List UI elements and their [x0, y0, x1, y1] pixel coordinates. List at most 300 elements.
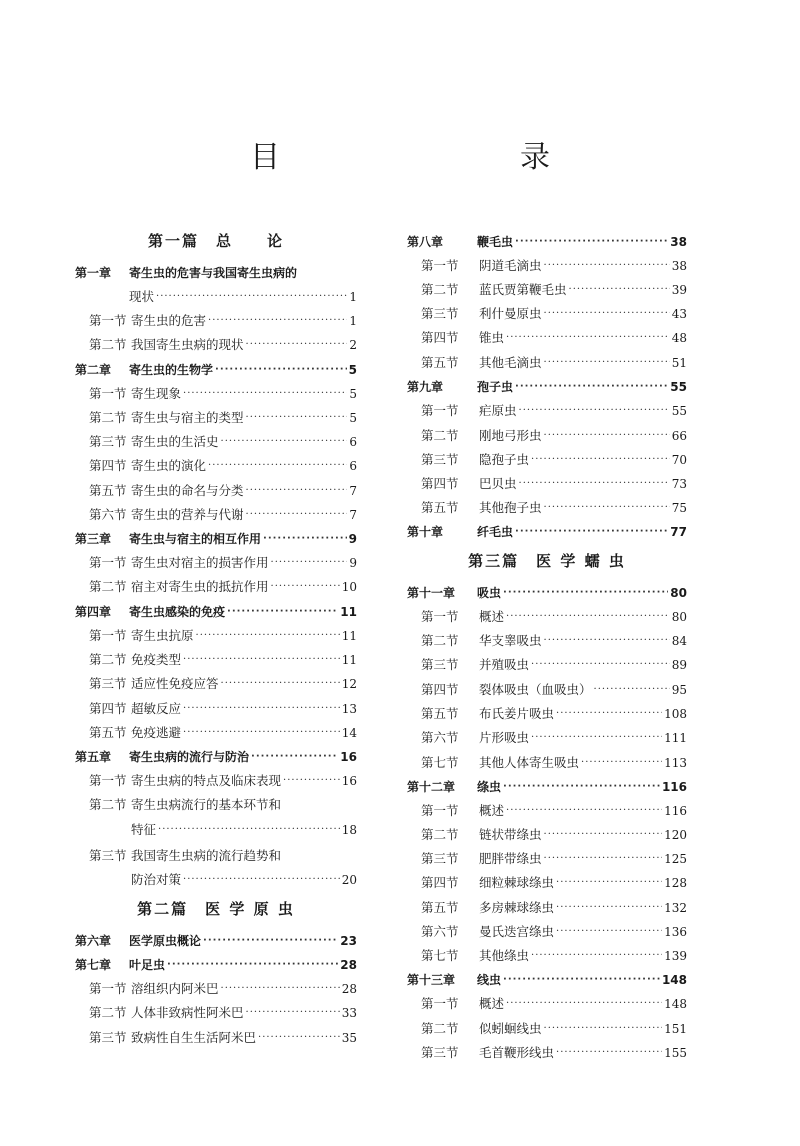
dot-leader	[208, 311, 347, 331]
toc-chapter-entry[interactable]	[407, 377, 687, 397]
toc-section-entry[interactable]	[407, 256, 687, 276]
section-number: 第一节	[89, 386, 127, 401]
dot-leader	[544, 1019, 663, 1039]
section-number: 第六节	[421, 924, 459, 939]
page-number: 2	[349, 338, 357, 352]
toc-chapter-entry[interactable]	[407, 970, 687, 990]
section-number: 第四节	[89, 458, 127, 473]
page-number: 11	[341, 653, 357, 667]
entry-title: 孢子虫	[477, 380, 514, 394]
section-number: 第一节	[421, 609, 459, 624]
dot-leader	[531, 946, 662, 966]
page-number: 128	[664, 876, 687, 890]
page-number: 84	[671, 634, 687, 648]
entry-title: 线虫	[477, 973, 502, 987]
toc-section-entry[interactable]	[75, 650, 357, 670]
toc-section-entry[interactable]	[75, 723, 357, 743]
entry-title: 寄生虫的生物学	[129, 363, 214, 377]
dot-leader	[544, 304, 670, 324]
toc-section-entry[interactable]	[407, 704, 687, 724]
section-number: 第六节	[421, 730, 459, 745]
toc-section-entry[interactable]	[75, 384, 357, 404]
dot-leader	[544, 825, 663, 845]
part-heading: 第三篇 医 学 蠕 虫	[468, 552, 626, 570]
section-number: 第五节	[421, 706, 459, 721]
page-number: 139	[664, 949, 687, 963]
page-number: 35	[341, 1031, 357, 1045]
toc-section-entry[interactable]	[407, 825, 687, 845]
entry-title: 细粒棘球绦虫	[479, 875, 555, 890]
entry-title: 适应性免疫应答	[131, 676, 219, 691]
dot-leader	[246, 1003, 340, 1023]
section-number: 第二节	[421, 282, 459, 297]
page-number: 7	[349, 484, 357, 498]
section-number: 第三节	[89, 434, 127, 449]
page-number: 51	[671, 356, 687, 370]
dot-leader	[503, 583, 668, 603]
dot-leader	[506, 328, 670, 348]
dot-leader	[594, 680, 670, 700]
page-number: 38	[670, 235, 687, 249]
toc-section-entry[interactable]	[407, 498, 687, 518]
chapter-number: 第八章	[407, 235, 444, 249]
entry-title: 吸虫	[477, 586, 502, 600]
page-number: 43	[671, 307, 687, 321]
dot-leader	[167, 955, 338, 975]
toc-section-entry[interactable]	[75, 771, 357, 791]
chapter-number: 第十三章	[407, 973, 456, 987]
entry-title: 我国寄生虫病的流行趋势和	[131, 848, 282, 863]
dot-leader	[581, 753, 662, 773]
page-number: 136	[664, 925, 687, 939]
section-number: 第三节	[421, 452, 459, 467]
entry-title: 阴道毛滴虫	[479, 258, 542, 273]
entry-title: 其他孢子虫	[479, 500, 542, 515]
page-number: 108	[664, 707, 687, 721]
page-number: 70	[671, 453, 687, 467]
section-number: 第四节	[421, 330, 459, 345]
toc-section-entry[interactable]	[407, 1043, 687, 1063]
entry-title: 利什曼原虫	[479, 306, 542, 321]
toc-chapter-entry[interactable]	[407, 522, 687, 542]
section-number: 第三节	[421, 657, 459, 672]
page-number: 6	[349, 459, 357, 473]
section-number: 第七节	[421, 755, 459, 770]
entry-title: 寄生虫的演化	[131, 458, 207, 473]
entry-title: 其他人体寄生吸虫	[479, 755, 580, 770]
toc-chapter-entry[interactable]	[407, 232, 687, 252]
toc-section-entry[interactable]	[75, 846, 357, 866]
dot-leader	[556, 1043, 662, 1063]
page-number: 14	[341, 726, 357, 740]
dot-leader	[263, 529, 347, 549]
dot-leader	[203, 931, 338, 951]
part-heading: 第二篇 医 学 原 虫	[137, 900, 295, 918]
entry-title: 人体非致病性阿米巴	[131, 1005, 244, 1020]
toc-section-entry[interactable]	[407, 655, 687, 675]
toc-section-entry[interactable]	[407, 474, 687, 494]
chapter-number: 第五章	[75, 750, 112, 764]
toc-section-entry[interactable]	[407, 728, 687, 748]
entry-title: 片形吸虫	[479, 730, 530, 745]
dot-leader	[556, 704, 662, 724]
page-number: 95	[671, 683, 687, 697]
entry-title: 寄生虫的危害与我国寄生虫病的	[129, 266, 298, 280]
dot-leader	[246, 408, 348, 428]
entry-title: 寄生虫病的流行与防治	[129, 750, 250, 764]
entry-title: 其他绦虫	[479, 948, 530, 963]
toc-section-entry[interactable]	[75, 979, 357, 999]
page-number: 75	[671, 501, 687, 515]
dot-leader	[506, 607, 670, 627]
entry-title: 寄生虫的生活史	[131, 434, 219, 449]
entry-title: 似蚓蛔线虫	[479, 1021, 542, 1036]
entry-title: 布氏姜片吸虫	[479, 706, 555, 721]
entry-title: 寄生虫与宿主的类型	[131, 410, 244, 425]
section-number: 第三节	[89, 848, 127, 863]
entry-title: 寄生虫病流行的基本环节和	[131, 797, 282, 812]
toc-section-entry[interactable]	[75, 553, 357, 573]
section-number: 第五节	[421, 500, 459, 515]
entry-title: 免疫类型	[131, 652, 182, 667]
chapter-number: 第十二章	[407, 780, 456, 794]
entry-title: 寄生虫的危害	[131, 313, 207, 328]
entry-title: 隐孢子虫	[479, 452, 530, 467]
section-number: 第一节	[421, 258, 459, 273]
toc-section-entry[interactable]	[75, 699, 357, 719]
toc-section-entry[interactable]	[407, 849, 687, 869]
chapter-number: 第七章	[75, 958, 112, 972]
page-number: 11	[340, 605, 357, 619]
toc-section-entry[interactable]	[407, 450, 687, 470]
page-number: 16	[340, 750, 357, 764]
dot-leader	[227, 602, 338, 622]
chapter-number: 第二章	[75, 363, 112, 377]
entry-title: 裂体吸虫（血吸虫）	[479, 682, 592, 697]
page-number: 12	[341, 677, 357, 691]
page-number: 151	[664, 1022, 687, 1036]
page-number: 80	[670, 586, 687, 600]
entry-title: 寄生虫对宿主的损害作用	[131, 555, 269, 570]
entry-title: 致病性自生生活阿米巴	[131, 1030, 257, 1045]
dot-leader	[183, 650, 340, 670]
chapter-number: 第三章	[75, 532, 112, 546]
dot-leader	[503, 777, 660, 797]
dot-leader	[221, 674, 340, 694]
entry-title: 曼氏迭宫绦虫	[479, 924, 555, 939]
part-heading: 第一篇 总 论	[147, 232, 284, 250]
entry-title: 寄生虫抗原	[131, 628, 194, 643]
page-number: 5	[348, 363, 357, 377]
page-number: 10	[341, 580, 357, 594]
toc-chapter-entry[interactable]	[75, 360, 357, 380]
toc-section-entry[interactable]	[407, 328, 687, 348]
toc-section-entry[interactable]	[407, 401, 687, 421]
page-number: 80	[671, 610, 687, 624]
section-number: 第二节	[421, 428, 459, 443]
page-number: 18	[341, 823, 357, 837]
section-number: 第二节	[421, 1021, 459, 1036]
section-number: 第三节	[89, 676, 127, 691]
toc-section-entry[interactable]	[75, 577, 357, 597]
page-number: 28	[341, 982, 357, 996]
toc-section-entry[interactable]	[75, 408, 357, 428]
dot-leader	[556, 873, 662, 893]
section-number: 第五节	[89, 725, 127, 740]
dot-leader	[215, 360, 347, 380]
section-number: 第一节	[89, 981, 127, 996]
dot-leader	[569, 280, 670, 300]
dot-leader	[515, 232, 668, 252]
section-number: 第二节	[421, 633, 459, 648]
dot-leader	[183, 723, 340, 743]
entry-title: 叶足虫	[129, 958, 166, 972]
page-number: 5	[349, 411, 357, 425]
dot-leader	[271, 577, 340, 597]
section-number: 第一节	[421, 403, 459, 418]
entry-title: 寄生虫感染的免疫	[129, 605, 226, 619]
entry-title: 特征	[131, 822, 157, 837]
toc-section-entry[interactable]	[75, 820, 357, 840]
dot-leader	[544, 498, 670, 518]
section-number: 第五节	[421, 900, 459, 915]
page-number: 55	[671, 404, 687, 418]
entry-title: 免疫逃避	[131, 725, 182, 740]
dot-leader	[183, 870, 340, 890]
dot-leader	[506, 801, 662, 821]
toc-section-entry[interactable]	[407, 946, 687, 966]
section-number: 第二节	[89, 337, 127, 352]
entry-title: 寄生现象	[131, 386, 182, 401]
toc-section-entry[interactable]	[75, 1028, 357, 1048]
chapter-number: 第十章	[407, 525, 444, 539]
entry-title: 绦虫	[477, 780, 502, 794]
dot-leader	[544, 353, 670, 373]
entry-title: 寄生虫的命名与分类	[131, 483, 244, 498]
toc-section-entry[interactable]	[407, 1019, 687, 1039]
toc-chapter-entry[interactable]	[407, 777, 687, 797]
page-number: 148	[664, 997, 687, 1011]
section-number: 第四节	[421, 476, 459, 491]
dot-leader	[221, 432, 348, 452]
entry-title: 溶组织内阿米巴	[131, 981, 219, 996]
entry-title: 概述	[479, 803, 505, 818]
entry-title: 医学原虫概论	[129, 934, 202, 948]
toc-section-entry[interactable]	[407, 353, 687, 373]
section-number: 第六节	[89, 507, 127, 522]
chapter-number: 第九章	[407, 380, 444, 394]
dot-leader	[503, 970, 660, 990]
toc-chapter-entry[interactable]	[75, 263, 357, 283]
section-number: 第二节	[89, 1005, 127, 1020]
toc-chapter-entry[interactable]	[75, 747, 357, 767]
toc-section-entry[interactable]	[407, 631, 687, 651]
dot-leader	[246, 505, 348, 525]
toc-section-entry[interactable]	[75, 1003, 357, 1023]
page-number: 33	[341, 1006, 357, 1020]
entry-title: 防治对策	[131, 872, 182, 887]
section-number: 第一节	[421, 996, 459, 1011]
section-number: 第二节	[89, 579, 127, 594]
section-number: 第一节	[89, 628, 127, 643]
dot-leader	[544, 631, 670, 651]
toc-section-entry[interactable]	[75, 674, 357, 694]
page-number: 148	[661, 973, 687, 987]
dot-leader	[246, 481, 348, 501]
entry-title: 我国寄生虫病的现状	[131, 337, 244, 352]
dot-leader	[156, 287, 347, 307]
toc-chapter-entry[interactable]	[75, 955, 357, 975]
page-number: 132	[664, 901, 687, 915]
section-number: 第二节	[89, 410, 127, 425]
toc-section-entry[interactable]	[75, 795, 357, 815]
page-number: 39	[671, 283, 687, 297]
dot-leader	[506, 994, 662, 1014]
dot-leader	[531, 655, 670, 675]
toc-section-entry[interactable]	[75, 311, 357, 331]
chapter-number: 第六章	[75, 934, 112, 948]
toc-section-entry[interactable]	[407, 873, 687, 893]
toc-section-entry[interactable]	[407, 922, 687, 942]
entry-title: 肥胖带绦虫	[479, 851, 542, 866]
dot-leader	[531, 728, 662, 748]
entry-title: 毛首鞭形线虫	[479, 1045, 555, 1060]
section-number: 第二节	[89, 797, 127, 812]
entry-title: 概述	[479, 996, 505, 1011]
dot-leader	[544, 426, 670, 446]
dot-leader	[221, 979, 340, 999]
toc-section-entry[interactable]	[407, 753, 687, 773]
chapter-number: 第四章	[75, 605, 112, 619]
page-number: 116	[661, 780, 687, 794]
page-number: 1	[349, 290, 357, 304]
page-number: 113	[664, 756, 687, 770]
section-number: 第三节	[421, 851, 459, 866]
entry-title: 超敏反应	[131, 701, 182, 716]
toc-chapter-entry[interactable]	[75, 602, 357, 622]
toc-section-entry[interactable]	[75, 481, 357, 501]
section-number: 第五节	[89, 483, 127, 498]
section-number: 第一节	[89, 773, 127, 788]
page-number: 1	[349, 314, 357, 328]
entry-title: 概述	[479, 609, 505, 624]
toc-section-entry[interactable]	[407, 994, 687, 1014]
dot-leader	[258, 1028, 340, 1048]
dot-leader	[196, 626, 340, 646]
chapter-number: 第一章	[75, 266, 112, 280]
toc-section-entry[interactable]	[407, 680, 687, 700]
page-number: 55	[670, 380, 687, 394]
section-number: 第三节	[421, 1045, 459, 1060]
page-number: 77	[670, 525, 687, 539]
toc-section-entry[interactable]	[407, 607, 687, 627]
entry-title: 巴贝虫	[479, 476, 517, 491]
toc-section-entry[interactable]	[75, 287, 357, 307]
page-number: 6	[349, 435, 357, 449]
dot-leader	[251, 747, 338, 767]
section-number: 第一节	[421, 803, 459, 818]
entry-title: 寄生虫与宿主的相互作用	[129, 532, 262, 546]
section-number: 第五节	[421, 355, 459, 370]
toc-chapter-entry[interactable]	[75, 529, 357, 549]
section-number: 第四节	[89, 701, 127, 716]
toc-chapter-entry[interactable]	[407, 583, 687, 603]
entry-title: 并殖吸虫	[479, 657, 530, 672]
dot-leader	[271, 553, 348, 573]
toc-section-entry[interactable]	[407, 426, 687, 446]
page-number: 28	[340, 958, 357, 972]
toc-section-entry[interactable]	[407, 304, 687, 324]
dot-leader	[283, 771, 340, 791]
entry-title: 其他毛滴虫	[479, 355, 542, 370]
toc-section-entry[interactable]	[75, 870, 357, 890]
section-number: 第二节	[421, 827, 459, 842]
dot-leader	[531, 450, 670, 470]
page-number: 120	[664, 828, 687, 842]
page-number: 116	[664, 804, 687, 818]
page-number: 11	[341, 629, 357, 643]
dot-leader	[544, 849, 663, 869]
entry-title: 寄生虫的营养与代谢	[131, 507, 244, 522]
page-number: 13	[341, 702, 357, 716]
toc-section-entry[interactable]	[407, 801, 687, 821]
entry-title: 蓝氏贾第鞭毛虫	[479, 282, 567, 297]
page-number: 20	[341, 873, 357, 887]
dot-leader	[519, 401, 670, 421]
section-number: 第四节	[421, 682, 459, 697]
toc-section-entry[interactable]	[75, 626, 357, 646]
page-number: 9	[349, 556, 357, 570]
section-number: 第三节	[421, 306, 459, 321]
entry-title: 锥虫	[479, 330, 505, 345]
toc-section-entry[interactable]	[75, 432, 357, 452]
page-number: 48	[671, 331, 687, 345]
section-number: 第一节	[89, 555, 127, 570]
toc-section-entry[interactable]	[75, 335, 357, 355]
toc-section-entry[interactable]	[407, 898, 687, 918]
page-number: 155	[664, 1046, 687, 1060]
dot-leader	[544, 256, 670, 276]
section-number: 第一节	[89, 313, 127, 328]
entry-title: 鞭毛虫	[477, 235, 514, 249]
toc-section-entry[interactable]	[75, 505, 357, 525]
dot-leader	[183, 384, 347, 404]
page-number: 66	[671, 429, 687, 443]
toc-section-entry[interactable]	[407, 280, 687, 300]
toc-chapter-entry[interactable]	[75, 931, 357, 951]
entry-title: 宿主对寄生虫的抵抗作用	[131, 579, 269, 594]
dot-leader	[515, 377, 668, 397]
page-number: 89	[671, 658, 687, 672]
dot-leader	[208, 456, 347, 476]
section-number: 第二节	[89, 652, 127, 667]
dot-leader	[519, 474, 670, 494]
toc-section-entry[interactable]	[75, 456, 357, 476]
page-number: 38	[671, 259, 687, 273]
page-number: 73	[671, 477, 687, 491]
page-number: 125	[664, 852, 687, 866]
page-title: 目 录	[250, 140, 610, 175]
page-number: 9	[348, 532, 357, 546]
page-number: 5	[349, 387, 357, 401]
page-number: 111	[664, 731, 687, 745]
dot-leader	[556, 898, 662, 918]
dot-leader	[183, 699, 340, 719]
chapter-number: 第十一章	[407, 586, 456, 600]
dot-leader	[515, 522, 668, 542]
entry-title: 现状	[129, 289, 155, 304]
dot-leader	[556, 922, 662, 942]
